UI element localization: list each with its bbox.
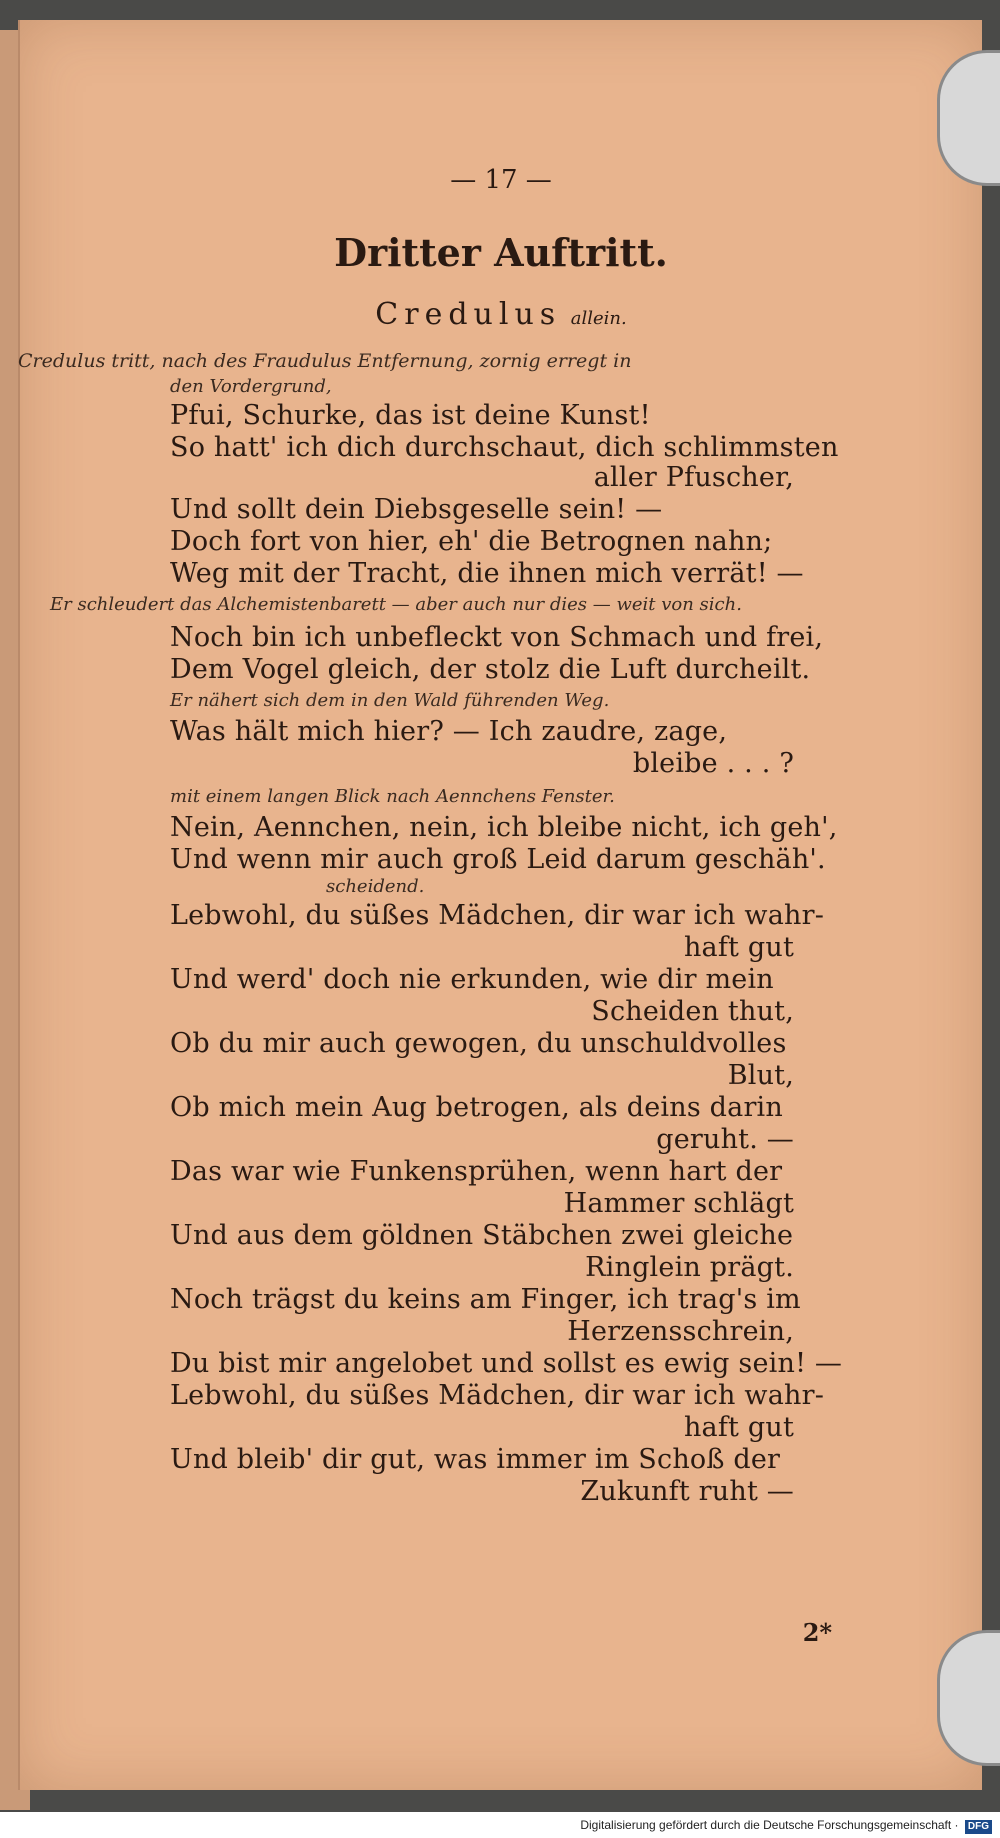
verse-line: Dem Vogel gleich, der stolz die Luft durcheilt. [170, 654, 811, 685]
verse-line: Nein, Aennchen, nein, ich bleibe nicht, ich geh', [170, 812, 838, 843]
verse-line: Zukunft ruht — [580, 1476, 794, 1507]
verse-line: Und sollt dein Diebsgeselle sein! — [170, 494, 663, 525]
verse-line: So hatt' ich dich durchschaut, dich schlimmsten [170, 432, 839, 463]
verse-line: Und werd' doch nie erkunden, wie dir mein [170, 964, 774, 995]
page-tab-top [937, 50, 1000, 186]
verse-line: Lebwohl, du süßes Mädchen, dir war ich wahr- [170, 900, 825, 931]
digitization-footer [0, 1812, 1000, 1838]
verse-line: Weg mit der Tracht, die ihnen mich verrät! — [170, 558, 804, 589]
scene-subheading [20, 297, 982, 332]
verse-line: Ringlein prägt. [585, 1252, 794, 1283]
footer-text: Digitalisierung gefördert durch die Deutsche Forschungsgemeinschaft · [580, 1818, 959, 1832]
verse-line: Und bleib' dir gut, was immer im Schoß der [170, 1444, 781, 1475]
verse-line: Was hält mich hier? — Ich zaudre, zage, [170, 716, 728, 747]
book-page [18, 20, 982, 1790]
verse-line: Blut, [727, 1060, 794, 1091]
character-name: Credulus [375, 297, 562, 332]
page-number: — 17 — [450, 165, 552, 195]
verse-line: Noch bin ich unbefleckt von Schmach und frei, [170, 622, 824, 653]
page-tab-bottom [937, 1630, 1000, 1766]
verse-line: Lebwohl, du süßes Mädchen, dir war ich wahr- [170, 1380, 825, 1411]
stage-direction: Er nähert sich dem in den Wald führenden Weg. [170, 690, 610, 711]
verse-line: Herzensschrein, [567, 1316, 794, 1347]
scene-heading: Dritter Auftritt. [334, 230, 668, 275]
verse-line: geruht. — [656, 1124, 794, 1155]
verse-line: haft gut [683, 932, 794, 963]
verse-line: Scheiden thut, [591, 996, 794, 1027]
signature-mark: 2* [802, 1618, 832, 1647]
verse-line: Und aus dem göldnen Stäbchen zwei gleiche [170, 1220, 794, 1251]
verse-line: Und wenn mir auch groß Leid darum geschäh'. [170, 844, 826, 875]
verse-line: Ob mich mein Aug betrogen, als deins darin [170, 1092, 783, 1123]
verse-line: Pfui, Schurke, das ist deine Kunst! [170, 400, 651, 431]
stage-direction: mit einem langen Blick nach Aennchens Fenster. [170, 786, 615, 807]
stage-direction: Credulus tritt, nach des Fraudulus Entfernung, zornig erregt in [18, 350, 632, 372]
verse-line: Das war wie Funkensprühen, wenn hart der [170, 1156, 783, 1187]
verse-line: bleibe . . . ? [632, 748, 794, 779]
dfg-logo: DFG [965, 1820, 992, 1834]
verse-line: Du bist mir angelobet und sollst es ewig sein! — [170, 1348, 843, 1379]
character-note: allein. [570, 308, 627, 329]
verse-line: aller Pfuscher, [593, 462, 794, 493]
verse-line: Hammer schlägt [563, 1188, 794, 1219]
stage-direction: scheidend. [326, 876, 425, 897]
verse-line: haft gut [683, 1412, 794, 1443]
verse-line: Ob du mir auch gewogen, du unschuldvolles [170, 1028, 787, 1059]
stage-direction: den Vordergrund, [170, 376, 332, 397]
verse-line: Noch trägst du keins am Finger, ich trag's im [170, 1284, 801, 1315]
stage-direction: Er schleudert das Alchemistenbarett — aber auch nur dies — weit von sich. [50, 594, 742, 615]
verse-line: Doch fort von hier, eh' die Betrognen nahn; [170, 526, 773, 557]
